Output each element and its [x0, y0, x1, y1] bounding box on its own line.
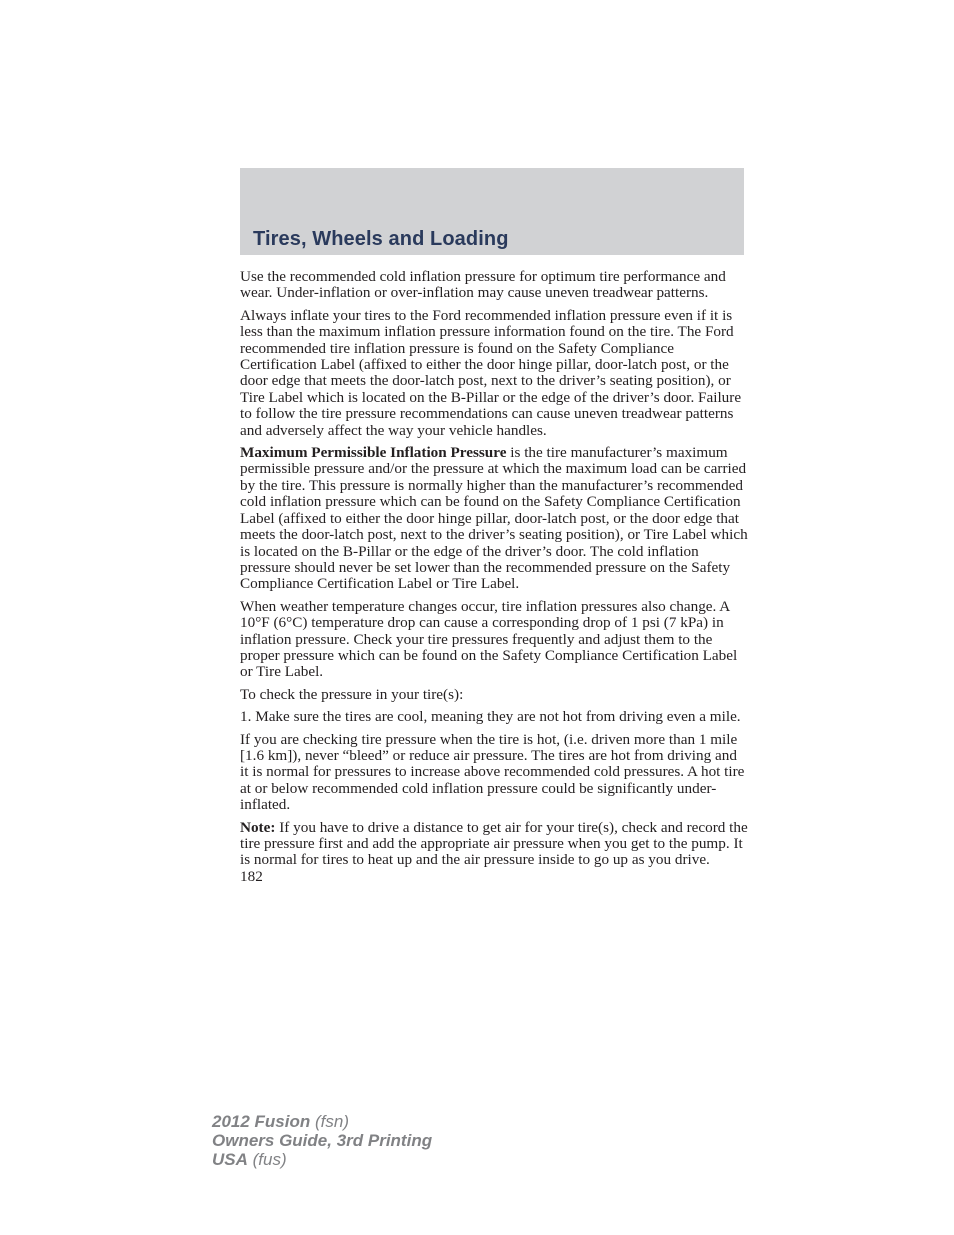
footer-model-name: 2012 Fusion [212, 1112, 311, 1131]
footer-guide [212, 1131, 432, 1150]
page-body [240, 269, 748, 885]
paragraph: When weather temperature changes occur, tire inflation pressures also change. A 10°F (6°C) temperature drop can cause a corresponding drop of 1 psi (7 kPa) in inflation pressure. Check your tire pressures frequently and adjust them to the proper pressure which can be found on the Safety Compliance Certification Label or Tire Label. [240, 597, 738, 681]
page-number: 182 [240, 867, 263, 885]
note-label: Note: [240, 818, 276, 836]
term-bold: Maximum Permissible Inflation Pressure [240, 444, 507, 462]
paragraph: Always inflate your tires to the Ford recommended inflation pressure even if it is less than the maximum inflation pressure information found on the tire. The Ford recommended tire inflation pressure is found on the Safety Compliance Certification Label (affixed to either the door hinge pillar, door-latch post, or the door edge that meets the door-latch post, next to the driver’s seating position), or Tire Label which is located on the B-Pillar or the edge of the driver’s door. Failure to follow the tire pressure recommendations can cause uneven treadwear patterns and adversely affect the way your vehicle handles. [240, 306, 742, 439]
footer-region-code: (fus) [247, 1150, 287, 1169]
paragraph: If you are checking tire pressure when the tire is hot, (i.e. driven more than 1 mile [1.6 km]), never “bleed” or reduce air pressure. The tires are hot from driving and it is normal for pressures to increase above recommended cold pressures. A hot tire at or below recommended cold inflation pressure could be significantly under-inflated. [240, 730, 745, 814]
section-header-band [240, 168, 744, 255]
paragraph [240, 445, 748, 593]
footer-model [212, 1112, 432, 1131]
section-title: Tires, Wheels and Loading [253, 228, 509, 250]
note-text: If you have to drive a distance to get air for your tire(s), check and record the tire pressure first and add the appropriate air pressure when you get to the pump. It is normal for tires to heat up and the air pressure inside to go up as you drive. [240, 818, 748, 869]
note-paragraph [240, 820, 748, 869]
footer-model-code: (fsn) [310, 1112, 349, 1131]
footer [212, 1112, 432, 1169]
paragraph-text: is the tire manufacturer’s maximum permissible pressure and/or the pressure at which the maximum load can be carried by the tire. This pressure is normally higher than the manufacturer’s recommended cold inflation pressure which can be found on the Safety Compliance Certification Label (affixed to either the door hinge pillar, door-latch post, or the door edge that meets the door-latch post, next to the driver’s seating position), or Tire Label which is located on the B-Pillar or the edge of the driver’s door. The cold inflation pressure should never be set lower than the recommended pressure on the Safety Compliance Certification Label or Tire Label. [240, 444, 748, 593]
footer-region [212, 1150, 432, 1169]
footer-region-name: USA [212, 1150, 248, 1169]
footer-guide-name: Owners Guide, 3rd Printing [212, 1131, 433, 1150]
paragraph: Use the recommended cold inflation pressure for optimum tire performance and wear. Under-inflation or over-inflation may cause uneven treadwear patterns. [240, 268, 726, 302]
paragraph: To check the pressure in your tire(s): [240, 685, 464, 703]
paragraph: 1. Make sure the tires are cool, meaning they are not hot from driving even a mile. [240, 708, 741, 726]
